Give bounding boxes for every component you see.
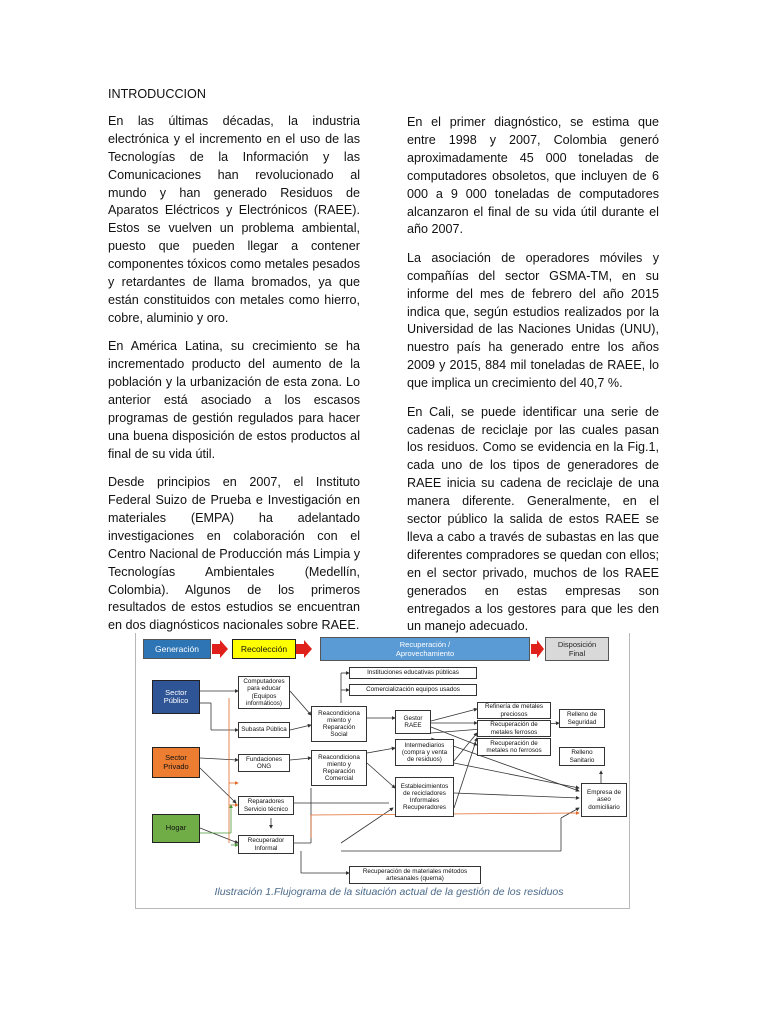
box-refineria: Refinería de metales preciosos (477, 702, 551, 719)
stage-recoleccion: Recolección (232, 639, 296, 659)
introduction-heading: INTRODUCCION (108, 87, 206, 101)
box-subasta-publica: Subasta Pública (238, 722, 290, 738)
box-reparadores: Reparadores Servicio técnico (238, 796, 294, 815)
paragraph-1: En las últimas décadas, la industria electrónica y el incremento en el uso de las Tecnologías de la Información y las Comunicaciones han revolucionado al mundo y han generado Residuos de Aparatos Eléctricos y Electrónicos (RAEE). Estos se vuelven un problema ambiental, puesto que pueden llegar a contener componentes tóxicos como metales pesados y retardantes de llama bromados, ya que están constituidos con metales como hierro, cobre, aluminio y oro. (108, 113, 360, 325)
box-metales-ferrosos: Recuperación de metales ferrosos (477, 720, 551, 737)
box-relleno-sanitario: Relleno Sanitario (559, 747, 605, 766)
stage-arrow-2 (296, 640, 312, 658)
box-instituciones-educativas: Instituciones educativas públicas (349, 667, 477, 679)
stage-arrow-1 (212, 640, 228, 658)
stage-arrow-3 (531, 640, 544, 658)
box-reacondicionamiento-social: Reacondiciona miento y Reparación Social (311, 706, 367, 742)
box-metodos-artesanales: Recuperación de materiales métodos artesanales (quema) (349, 866, 481, 884)
box-metales-no-ferrosos: Recuperación de metales no ferrosos (477, 738, 551, 756)
paragraph-4: En el primer diagnóstico, se estima que entre 1998 y 2007, Colombia generó aproximadamente 45 000 toneladas de computadores obsoletos, que incluyen de 6 000 a 9 000 toneladas de computadores alcanzaron el final de su vida útil durante el año 2007. (407, 115, 659, 237)
flowchart-figure (131, 633, 629, 912)
source-sector-privado: Sector Privado (152, 747, 200, 778)
source-sector-publico: Sector Público (152, 680, 200, 714)
stage-disposicion: Disposición Final (545, 637, 609, 661)
paragraph-5: La asociación de operadores móviles y compañías del sector GSMA-TM, en su informe del mes de febrero del año 2015 indica que, según estudios realizados por la Universidad de las Naciones Unidas (UNU), nuestro país ha generado entre los años 2009 y 2015, 884 mil toneladas de RAEE, lo que implica un crecimiento del 40,7 %. (407, 250, 659, 391)
stage-recuperacion: Recuperación / Aprovechamiento (320, 637, 530, 661)
box-computadores-para-educar: Computadores para educar (Equipos informáticos) (238, 676, 290, 709)
stage-generacion: Generación (143, 639, 211, 659)
paragraph-6: En Cali, se puede identificar una serie de cadenas de reciclaje por las cuales pasan los residuos. Como se evidencia en la Fig.1, cada uno de los tipos de generadores de RAEE inicia su cadena de reciclaje de una manera diferente. Generalmente, en el sector público la salida de estos RAEE se lleva a cabo a través de subastas en las que diferentes compradores se quedan con ellos; en el sector privado, muchos de los RAEE generados en estas empresas son entregados a los gestores para que les den un manejo adecuado. (407, 404, 659, 634)
box-intermediarios: Intermediarios (compra y venta de residuos) (395, 739, 454, 766)
source-hogar: Hogar (152, 814, 200, 843)
box-comercializacion-equipos: Comercialización equipos usados (349, 684, 477, 696)
box-recuperador-informal: Recuperador Informal (238, 835, 294, 854)
figure-caption: Ilustración 1.Flujograma de la situación actual de la gestión de los residuos (214, 886, 564, 898)
left-column (108, 86, 360, 646)
right-column (407, 114, 659, 647)
box-gestor-raee: Gestor RAEE (395, 710, 431, 734)
paragraph-3: Desde principios en 2007, el Instituto Federal Suizo de Prueba e Investigación en materiales (EMPA) ha adelantado investigaciones en colaboración con el Centro Nacional de Producción más Limpia y Tecnologías Ambientales (Medellín, Colombia). Algunos de los primeros resultados de estos estudios se encuentran en dos diagnósticos nacionales sobre RAEE. (108, 475, 360, 633)
box-relleno-seguridad: Relleno de Seguridad (559, 709, 605, 728)
box-fundaciones-ong: Fundaciones ONG (238, 754, 290, 772)
box-empresa-aseo: Empresa de aseo domiciliario (581, 783, 627, 817)
paragraph-2: En América Latina, su crecimiento se ha incrementado producto del aumento de la población y la urbanización de esta zona. Lo anterior está asociado a los escasos programas de gestión regulados para hacer una buena disposición de estos productos al final de su vida útil. (108, 339, 360, 461)
box-reacondicionamiento-comercial: Reacondiciona miento y Reparación Comercial (311, 750, 367, 786)
box-establecimientos-recicladores: Establecimientos de recicladores Informales Recuperadores (395, 777, 454, 817)
